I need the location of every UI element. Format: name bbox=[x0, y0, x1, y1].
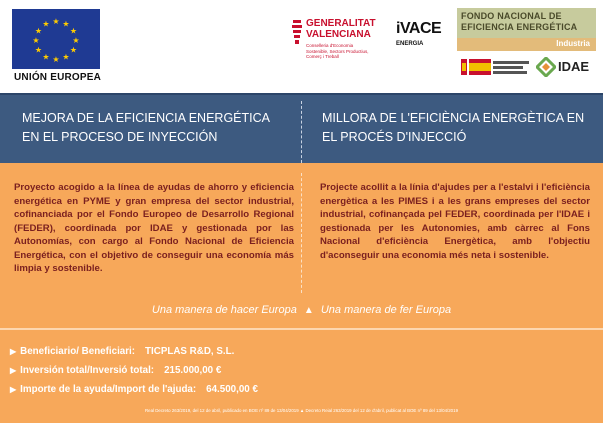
svg-text:★: ★ bbox=[62, 19, 70, 29]
svg-text:★: ★ bbox=[72, 36, 80, 45]
fne-logo bbox=[457, 8, 596, 51]
arrow-right-icon: ▶ bbox=[10, 366, 17, 375]
idae-emblem-icon bbox=[536, 57, 556, 77]
triangle-icon: ▲ bbox=[303, 305, 314, 316]
description-divider bbox=[301, 173, 302, 293]
logo-header bbox=[0, 0, 603, 93]
generalitat-conselleria: Conselleria d'Economia Sostenible, Sectors Productius, Comerç i Treball bbox=[306, 43, 369, 59]
ivace-logo: iVACE bbox=[396, 20, 442, 37]
svg-text:★: ★ bbox=[69, 26, 78, 36]
legal-reference: Real Decreto 263/2019, del 12 de abril, publicado en BOE nº 89 de 13/04/2019 ▲ Decreto Reial 263/2019 del 12 de d'abril, publicat al BOE nº 89 del 13/04/2019 bbox=[144, 408, 459, 413]
ayuda-label: Importe de la ayuda/Import de l'ajuda: bbox=[20, 384, 197, 395]
generalitat-emblem-icon bbox=[290, 18, 304, 46]
description-valencian: Projecte acollit a la línia d'ajudes per a l'estalvi i l'eficiència energètica a les PIMES i a les grans empreses del sector industrial, cofinançada pel FEDER, coordinada per l'IDAE i gestionada per les Autonomies, amb càrrec al Fons Nacional d'eficiència Energètica, amb l'objectiu d'aconseguir una economia més neta i sostenible. bbox=[320, 182, 590, 261]
beneficiario-row bbox=[10, 346, 234, 357]
inversion-value: 215.000,00 € bbox=[164, 365, 222, 376]
inversion-label: Inversión total/Inversió total: bbox=[20, 365, 155, 376]
beneficiario-label: Beneficiario/ Beneficiari: bbox=[20, 346, 136, 357]
info-separator bbox=[0, 328, 603, 330]
arrow-right-icon: ▶ bbox=[10, 347, 17, 356]
svg-text:★: ★ bbox=[62, 52, 70, 62]
idae-label: IDAE bbox=[558, 59, 590, 74]
generalitat-name-line1: GENERALITAT bbox=[306, 18, 376, 29]
idae-logo bbox=[536, 55, 596, 79]
ayuda-row bbox=[10, 384, 258, 395]
legal-footer bbox=[0, 404, 603, 423]
svg-text:★: ★ bbox=[42, 52, 50, 62]
feder-slogan bbox=[0, 304, 603, 316]
beneficiario-value: TICPLAS R&D, S.L. bbox=[145, 346, 235, 357]
title-spanish: MEJORA DE LA EFICIENCIA ENERGÉTICA EN EL PROCESO DE INYECCIÓN bbox=[22, 111, 270, 144]
svg-text:★: ★ bbox=[69, 45, 78, 55]
title-band bbox=[0, 93, 603, 165]
svg-text:★: ★ bbox=[32, 36, 40, 45]
eu-flag-icon bbox=[12, 9, 100, 69]
inversion-row bbox=[10, 365, 221, 376]
fne-industria-label: Industria bbox=[556, 39, 590, 48]
eu-label: UNIÓN EUROPEA bbox=[14, 72, 102, 83]
ivace-energia-label: ENERGIA bbox=[396, 41, 424, 47]
gobierno-espana-logo-icon bbox=[461, 57, 531, 77]
arrow-right-icon: ▶ bbox=[10, 385, 17, 394]
svg-text:★: ★ bbox=[34, 26, 43, 36]
slogan-spanish: Una manera de hacer Europa bbox=[151, 304, 297, 316]
slogan-valencian: Una manera de fer Europa bbox=[320, 304, 452, 316]
svg-text:★: ★ bbox=[42, 19, 50, 29]
funding-info bbox=[0, 328, 603, 404]
svg-text:★: ★ bbox=[52, 55, 60, 64]
description-band bbox=[0, 163, 603, 328]
fne-title-line1: FONDO NACIONAL DE bbox=[461, 11, 562, 21]
svg-text:★: ★ bbox=[52, 17, 60, 26]
generalitat-name bbox=[306, 18, 376, 40]
title-divider bbox=[301, 101, 302, 163]
fne-title-line2: EFICIENCIA ENERGÉTICA bbox=[461, 22, 578, 32]
generalitat-logo bbox=[290, 18, 390, 78]
ayuda-value: 64.500,00 € bbox=[206, 384, 258, 395]
description-spanish: Proyecto acogido a la línea de ayudas de ahorro y eficiencia energética en PYME y gran empresa del sector industrial, cofinanciada por el Fondo Europeo de Desarrollo Regional (FEDER), coordinada por IDAE y gestionada por las Autonomías, con cargo al Fondo Nacional de Eficiencia Energética, con el objetivo de conseguir una economía más limpia y sostenible. bbox=[14, 182, 294, 274]
svg-text:★: ★ bbox=[34, 45, 43, 55]
generalitat-name-line2: VALENCIANA bbox=[306, 29, 371, 40]
title-valencian: MILLORA DE L'EFICIÈNCIA ENERGÈTICA EN EL PROCÉS D'INJECCIÓ bbox=[322, 111, 585, 144]
fne-industria-bar bbox=[457, 38, 596, 51]
